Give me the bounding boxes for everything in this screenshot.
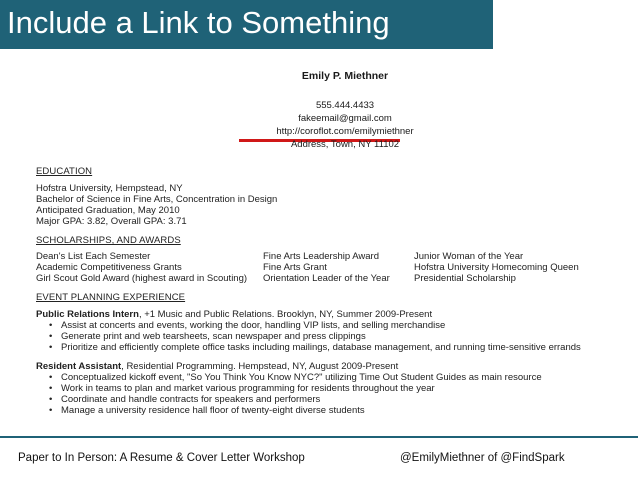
footer-twitter-handles: @EmilyMiethner of @FindSpark <box>400 452 565 464</box>
job-title: Resident Assistant <box>36 361 122 372</box>
resume-phone: 555.444.4433 <box>315 100 375 111</box>
education-heading: EDUCATION <box>36 166 93 177</box>
event-planning-heading: EVENT PLANNING EXPERIENCE <box>36 292 186 303</box>
job-title-line <box>36 361 398 372</box>
award-item: Junior Woman of the Year <box>414 251 524 262</box>
job-details: , +1 Music and Public Relations. Brooklyn, NY, Summer 2009-Present <box>138 309 433 320</box>
award-item: Girl Scout Gold Award (highest award in Scouting) <box>36 273 248 284</box>
resume-image <box>0 62 638 432</box>
job-title: Public Relations Intern <box>36 309 139 320</box>
resume-email: fakeemail@gmail.com <box>298 113 392 124</box>
job-bullet: • Prioritize and efficiently complete office tasks including mailings, database management, and running time-sensitive errands <box>61 342 581 353</box>
award-item: Hofstra University Homecoming Queen <box>414 262 579 273</box>
award-item: Academic Competitiveness Grants <box>36 262 182 273</box>
resume-address: Address, Town, NY 11102 <box>290 139 400 150</box>
job-bullet: • Assist at concerts and events, working the door, handling VIP lists, and selling merchandise <box>61 320 445 331</box>
footer-divider <box>0 436 638 438</box>
resume-name: Emily P. Miethner <box>301 70 389 82</box>
education-line: Hofstra University, Hempstead, NY <box>36 183 183 194</box>
scholarships-heading: SCHOLARSHIPS, AND AWARDS <box>36 235 181 246</box>
title-bar <box>0 0 493 49</box>
job-bullet: • Work in teams to plan and market various programming for residents throughout the year <box>61 383 435 394</box>
footer-workshop-title: Paper to In Person: A Resume & Cover Letter Workshop <box>18 452 305 464</box>
education-line: Anticipated Graduation, May 2010 <box>36 205 180 216</box>
resume-portfolio-link[interactable]: http://coroflot.com/emilymiethner <box>276 126 414 137</box>
award-item: Presidential Scholarship <box>414 273 516 284</box>
job-bullet: • Manage a university residence hall floor of twenty-eight diverse students <box>61 405 365 416</box>
job-bullet: • Generate print and web tearsheets, scan newspaper and press clippings <box>61 331 366 342</box>
award-item: Orientation Leader of the Year <box>263 273 390 284</box>
job-bullet: • Coordinate and handle contracts for speakers and performers <box>61 394 320 405</box>
job-bullet: • Conceptualized kickoff event, "So You Think You Know NYC?" utilizing Time Out Student Guides as main resource <box>61 372 542 383</box>
education-line: Major GPA: 3.82, Overall GPA: 3.71 <box>36 216 187 227</box>
award-item: Dean's List Each Semester <box>36 251 151 262</box>
award-item: Fine Arts Leadership Award <box>263 251 380 262</box>
job-details: , Residential Programming. Hempstead, NY, August 2009-Present <box>121 361 399 372</box>
award-item: Fine Arts Grant <box>263 262 327 273</box>
job-title-line <box>36 309 432 320</box>
education-line: Bachelor of Science in Fine Arts, Concentration in Design <box>36 194 278 205</box>
slide-title: Include a Link to Something <box>7 5 390 40</box>
